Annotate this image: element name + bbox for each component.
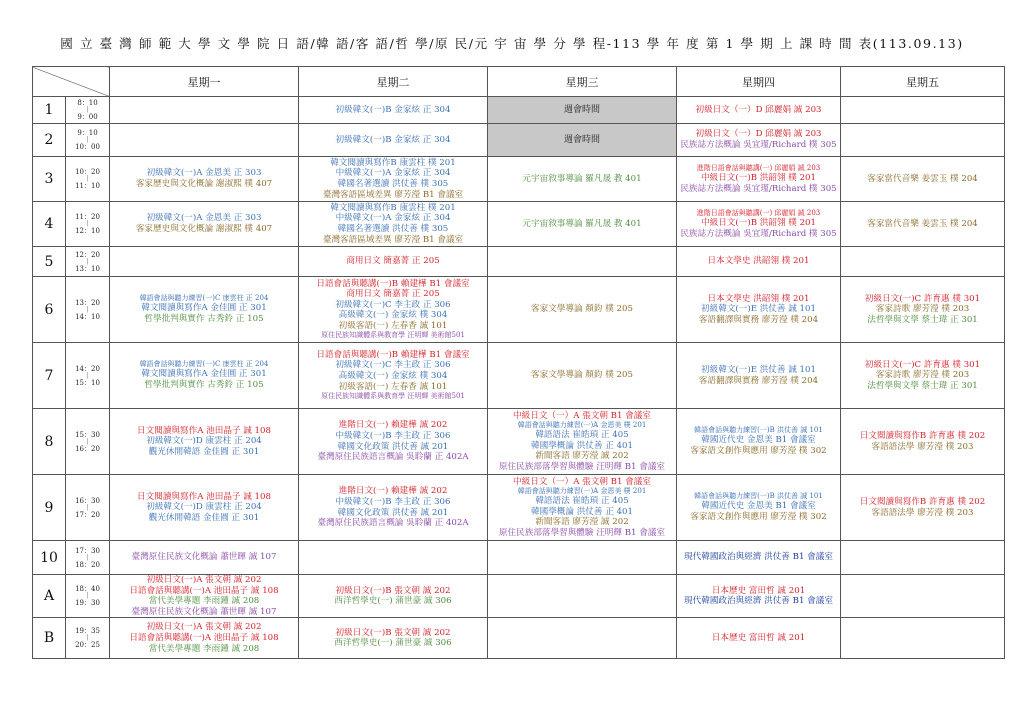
course-cell bbox=[299, 247, 488, 277]
start-time: 13：20 bbox=[75, 298, 100, 307]
course-cell bbox=[488, 97, 677, 124]
course-entry: 客家語文創作與應用 廖芳瀅 樸 302 bbox=[690, 512, 827, 522]
course-cell bbox=[110, 157, 299, 202]
course-entry: 現代韓國政治與經濟 洪仗善 B1 會議室 bbox=[684, 552, 833, 563]
period-row bbox=[33, 202, 1005, 247]
course-cell bbox=[488, 124, 677, 157]
day-header: 星期五 bbox=[841, 67, 1005, 97]
course-entry: 韓國文化政策 洪仗善 誠 201 bbox=[337, 441, 449, 452]
course-cell bbox=[299, 97, 488, 124]
course-entry: 當代美學專題 李雨鍾 誠 208 bbox=[148, 643, 260, 654]
period-time bbox=[66, 475, 110, 541]
course-entry: 日語會話與聽講(一)B 賴建樺 B1 會議室 bbox=[316, 278, 470, 289]
course-entry: 元宇宙敘事導論 羅凡晟 教 401 bbox=[522, 218, 642, 229]
course-entry: 進階日文(一) 賴建樺 誠 202 bbox=[338, 420, 448, 431]
end-time: 18：20 bbox=[75, 560, 100, 569]
course-entry: 客語語法學 廖芳瀅 樸 203 bbox=[871, 441, 974, 452]
period-row bbox=[33, 277, 1005, 343]
period-time bbox=[66, 124, 110, 157]
period-time bbox=[66, 575, 110, 618]
course-entry: 初級韓文(一)E 洪仗善 誠 101 bbox=[701, 364, 816, 375]
course-entry: 日語會話與聽講(一)A 池田晶子 誠 108 bbox=[129, 633, 279, 644]
time-separator: | bbox=[86, 257, 89, 265]
course-entry: 臺灣原住民族文化概論 蕭世暉 誠 107 bbox=[131, 552, 277, 563]
course-entry: 臺灣原住民族語言概論 吳聆蘭 正 402A bbox=[317, 518, 469, 529]
course-entry: 觀光休閒韓語 金佳圓 正 301 bbox=[148, 446, 260, 457]
course-entry: 日文閱讀與寫作A 池田晶子 誠 108 bbox=[137, 425, 271, 436]
start-time: 11：20 bbox=[75, 213, 100, 221]
course-cell bbox=[299, 343, 488, 409]
course-cell bbox=[299, 541, 488, 575]
course-cell bbox=[841, 575, 1005, 618]
period-number: 5 bbox=[33, 247, 66, 277]
course-entry: 客家歷史與文化概論 謝淑熙 樸 407 bbox=[135, 224, 273, 234]
corner-cell bbox=[33, 67, 110, 97]
course-entry: 當代美學專題 李雨鍾 誠 208 bbox=[148, 596, 260, 607]
course-entry: 臺灣客語區域差異 廖芳瀅 B1 會議室 bbox=[322, 189, 464, 200]
course-cell bbox=[299, 475, 488, 541]
course-cell bbox=[110, 97, 299, 124]
course-entry: 初級韓文(一)E 洪仗善 誠 101 bbox=[701, 304, 816, 315]
time-separator: | bbox=[86, 437, 89, 445]
end-time: 20：25 bbox=[75, 641, 100, 650]
course-entry: 客語語法學 廖芳瀅 樸 203 bbox=[871, 507, 974, 518]
course-cell bbox=[110, 124, 299, 157]
course-cell bbox=[677, 409, 841, 475]
course-cell bbox=[677, 97, 841, 124]
start-time: 17：30 bbox=[75, 546, 100, 555]
end-time: 11：10 bbox=[75, 182, 100, 190]
course-entry: 韓國文化政策 洪仗善 誠 201 bbox=[337, 507, 449, 518]
course-entry: 元宇宙敘事導論 羅凡晟 教 401 bbox=[522, 173, 642, 184]
course-entry: 韓國近代史 金恩美 B1 會議室 bbox=[701, 501, 816, 512]
course-entry: 韓國名著選讀 洪仗善 樸 305 bbox=[337, 179, 449, 189]
course-entry: 原住民族知識體系與教育學 汪明輝 美術館501 bbox=[321, 392, 465, 401]
start-time: 14：20 bbox=[75, 364, 100, 373]
course-entry: 韓國名著選讀 洪仗善 樸 305 bbox=[337, 224, 449, 234]
course-cell bbox=[841, 202, 1005, 247]
period-row bbox=[33, 97, 1005, 124]
course-cell bbox=[677, 541, 841, 575]
period-number: 1 bbox=[33, 97, 66, 124]
course-entry: 觀光休閒韓語 金佳圓 正 301 bbox=[148, 512, 260, 523]
period-time bbox=[66, 409, 110, 475]
course-entry: 客家當代音樂 姜雲玉 樸 204 bbox=[867, 173, 978, 184]
course-entry: 日本歷史 富田哲 誠 201 bbox=[711, 585, 806, 596]
course-entry: 週會時間 bbox=[563, 104, 600, 115]
course-entry: 臺灣原住民族語言概論 吳聆蘭 正 402A bbox=[317, 452, 469, 463]
course-entry: 初級日文(一)B 張文朝 誠 202 bbox=[335, 585, 451, 596]
time-separator: | bbox=[86, 503, 89, 511]
course-entry: 進階日語會話與聽講(一) 邱麗娟 誠 203 bbox=[696, 163, 821, 172]
course-entry: 日本歷史 富田哲 誠 201 bbox=[711, 633, 806, 644]
course-cell bbox=[110, 277, 299, 343]
course-cell bbox=[110, 541, 299, 575]
period-row bbox=[33, 124, 1005, 157]
course-entry: 中級韓文(一)B 李主政 正 306 bbox=[335, 496, 451, 507]
course-cell bbox=[299, 202, 488, 247]
course-entry: 西洋哲學史(一) 蒲世豪 誠 306 bbox=[334, 596, 452, 607]
course-cell bbox=[110, 202, 299, 247]
course-entry: 中級韓文(一)B 李主政 正 306 bbox=[335, 430, 451, 441]
period-number: 3 bbox=[33, 157, 66, 202]
period-time bbox=[66, 157, 110, 202]
course-entry: 韓文閱讀與寫作A 金佳圓 正 301 bbox=[141, 369, 267, 380]
period-row bbox=[33, 157, 1005, 202]
course-cell bbox=[841, 343, 1005, 409]
course-entry: 週會時間 bbox=[563, 134, 600, 145]
course-entry: 哲學批判與實作 古秀鈴 正 105 bbox=[144, 314, 264, 324]
period-time bbox=[66, 618, 110, 659]
end-time: 15：10 bbox=[75, 378, 100, 387]
period-row bbox=[33, 343, 1005, 409]
end-time: 12：10 bbox=[75, 227, 100, 235]
course-cell bbox=[677, 247, 841, 277]
course-cell bbox=[841, 247, 1005, 277]
course-cell bbox=[110, 575, 299, 618]
course-entry: 韓國學概論 洪仗善 正 401 bbox=[531, 506, 633, 517]
period-row bbox=[33, 618, 1005, 659]
course-entry: 客家語文創作與應用 廖芳瀅 樸 302 bbox=[690, 446, 827, 456]
course-entry: 商用日文 簡嘉菁 正 205 bbox=[346, 289, 440, 300]
course-entry: 哲學批判與實作 古秀鈴 正 105 bbox=[144, 380, 264, 390]
time-separator: | bbox=[86, 136, 89, 143]
course-cell bbox=[299, 409, 488, 475]
course-cell bbox=[299, 618, 488, 659]
course-cell bbox=[488, 277, 677, 343]
time-separator: | bbox=[86, 371, 89, 379]
course-cell bbox=[110, 475, 299, 541]
course-entry: 韓國近代史 金恩美 B1 會議室 bbox=[701, 435, 816, 446]
course-entry: 初級日文(一)B 張文朝 誠 202 bbox=[335, 627, 451, 638]
course-entry: 初級韓文(一)D 康雲柱 正 204 bbox=[146, 436, 262, 447]
course-entry: 中級韓文(一)A 金家炫 正 304 bbox=[335, 213, 451, 224]
course-cell bbox=[488, 157, 677, 202]
course-entry: 初級韓文(一)B 金家炫 正 304 bbox=[335, 104, 451, 115]
course-entry: 韓國學概論 洪仗善 正 401 bbox=[531, 440, 633, 451]
period-row bbox=[33, 575, 1005, 618]
course-cell bbox=[488, 202, 677, 247]
course-entry: 新聞客語 廖芳瀅 誠 202 bbox=[535, 451, 629, 462]
course-cell bbox=[841, 541, 1005, 575]
course-entry: 中級日文（一）A 張文朝 B1 會議室 bbox=[513, 410, 651, 421]
course-cell bbox=[488, 475, 677, 541]
course-entry: 現代韓國政治與經濟 洪仗善 B1 會議室 bbox=[684, 596, 833, 607]
start-time: 16：30 bbox=[75, 496, 100, 505]
course-entry: 韓語會話與聽力練習(一)C 康雲柱 正 204 bbox=[139, 294, 269, 303]
course-entry: 日語會話與聽講(一)A 池田晶子 誠 108 bbox=[129, 585, 279, 596]
course-entry: 初級日文（一）D 邱麗娟 誠 203 bbox=[695, 129, 822, 140]
course-entry: 韓語會話與聽力練習(一)A 金恩美 樸 201 bbox=[517, 487, 647, 496]
course-cell bbox=[841, 618, 1005, 659]
course-entry: 日本文學史 洪韶翎 樸 201 bbox=[707, 293, 810, 304]
period-row bbox=[33, 247, 1005, 277]
start-time: 10：20 bbox=[75, 168, 100, 176]
end-time: 9：00 bbox=[77, 113, 98, 121]
period-row bbox=[33, 475, 1005, 541]
time-separator: | bbox=[86, 175, 89, 182]
course-cell bbox=[841, 277, 1005, 343]
period-number: 8 bbox=[33, 409, 66, 475]
start-time: 18：40 bbox=[75, 585, 100, 594]
course-entry: 韓文閱讀與寫作B 康雲柱 樸 201 bbox=[330, 202, 456, 213]
course-entry: 初級韓文(一)B 金家炫 正 304 bbox=[335, 134, 451, 145]
course-entry: 客家詩歌 廖芳瀅 樸 203 bbox=[875, 370, 970, 381]
start-time: 8：10 bbox=[77, 99, 98, 107]
course-entry: 客家詩歌 廖芳瀅 樸 203 bbox=[875, 304, 970, 315]
course-entry: 客家文學導論 顏鈞 樸 205 bbox=[531, 304, 633, 315]
course-entry: 客語翻譯與實務 廖芳瀅 樸 204 bbox=[698, 375, 819, 386]
period-time bbox=[66, 343, 110, 409]
course-cell bbox=[488, 541, 677, 575]
start-time: 9：10 bbox=[77, 129, 98, 137]
course-entry: 法哲學與文學 蔡士瑋 正 301 bbox=[867, 380, 978, 391]
end-time: 16：20 bbox=[75, 444, 100, 453]
header-row bbox=[33, 67, 1005, 97]
course-entry: 客家歷史與文化概論 謝淑熙 樸 407 bbox=[135, 179, 273, 189]
course-entry: 臺灣原住民族文化概論 蕭世暉 誠 107 bbox=[131, 606, 277, 617]
period-number: 6 bbox=[33, 277, 66, 343]
period-number: 7 bbox=[33, 343, 66, 409]
course-entry: 原住民族部落學習與體驗 汪明輝 B1 會議室 bbox=[498, 461, 666, 472]
course-cell bbox=[677, 575, 841, 618]
course-entry: 初級客語(一) 左春香 誠 101 bbox=[338, 320, 448, 331]
course-entry: 初級日文(一)C 許育惠 樸 301 bbox=[864, 293, 981, 304]
course-cell bbox=[488, 409, 677, 475]
course-entry: 日文閱讀與寫作B 許育惠 樸 202 bbox=[859, 496, 986, 507]
end-time: 10：00 bbox=[75, 143, 100, 151]
course-cell bbox=[299, 575, 488, 618]
course-cell bbox=[488, 618, 677, 659]
course-cell bbox=[488, 247, 677, 277]
course-entry: 商用日文 簡嘉菁 正 205 bbox=[346, 256, 440, 267]
course-entry: 初級日文（一）D 邱麗娟 誠 203 bbox=[695, 104, 822, 115]
course-entry: 初級韓文(一)A 金恩美 正 303 bbox=[146, 213, 262, 224]
day-header: 星期一 bbox=[110, 67, 299, 97]
course-cell bbox=[841, 157, 1005, 202]
time-separator: | bbox=[86, 592, 89, 600]
schedule-title: 國 立 臺 灣 師 範 大 學 文 學 院 日 語/韓 語/客 語/哲 學/原 民/元 宇 宙 學 分 學 程-113 學 年 度 第 1 學 期 上 課 時 間 表(113.09.13) bbox=[60, 36, 964, 51]
day-header: 星期四 bbox=[677, 67, 841, 97]
period-time bbox=[66, 247, 110, 277]
course-entry: 日文閱讀與寫作A 池田晶子 誠 108 bbox=[137, 491, 271, 502]
start-time: 12：20 bbox=[75, 250, 100, 259]
course-entry: 民族誌方法概論 吳宜瑾/Richard 樸 305 bbox=[680, 228, 837, 239]
course-cell bbox=[677, 124, 841, 157]
period-time bbox=[66, 202, 110, 247]
course-entry: 初級日文(一)A 張文朝 誠 202 bbox=[146, 575, 262, 585]
period-number: 2 bbox=[33, 124, 66, 157]
course-cell bbox=[677, 277, 841, 343]
course-cell bbox=[488, 575, 677, 618]
course-cell bbox=[299, 124, 488, 157]
end-time: 13：10 bbox=[75, 264, 100, 273]
course-entry: 日本文學史 洪韶翎 樸 201 bbox=[707, 256, 810, 267]
course-entry: 韓語語法 崔皓頊 正 405 bbox=[535, 430, 629, 441]
course-entry: 原住民族部落學習與體驗 汪明輝 B1 會議室 bbox=[498, 527, 666, 538]
end-time: 14：10 bbox=[75, 312, 100, 321]
course-entry: 初級韓文(一)C 李主政 正 306 bbox=[335, 299, 451, 310]
course-entry: 日文閱讀與寫作B 許育惠 樸 202 bbox=[859, 430, 986, 441]
course-entry: 初級韓文(一)C 李主政 正 306 bbox=[335, 360, 451, 371]
start-time: 15：30 bbox=[75, 430, 100, 439]
course-cell bbox=[841, 475, 1005, 541]
course-entry: 客家當代音樂 姜雲玉 樸 204 bbox=[867, 218, 978, 229]
course-cell bbox=[488, 343, 677, 409]
course-entry: 韓語會話與聽力練習(一)B 洪仗善 誠 101 bbox=[694, 426, 823, 435]
day-header: 星期二 bbox=[299, 67, 488, 97]
timetable bbox=[32, 66, 1005, 659]
timetable-body bbox=[33, 97, 1005, 659]
course-entry: 中級日文（一）A 張文朝 B1 會議室 bbox=[513, 476, 651, 487]
course-entry: 中級日文(一)B 洪韶翎 樸 201 bbox=[701, 172, 816, 183]
course-cell bbox=[677, 157, 841, 202]
course-cell bbox=[110, 343, 299, 409]
time-separator: | bbox=[86, 634, 89, 642]
course-entry: 高級韓文(一) 金家炫 樸 304 bbox=[338, 310, 448, 321]
course-cell bbox=[841, 409, 1005, 475]
course-entry: 進階日文(一) 賴建樺 誠 202 bbox=[338, 486, 448, 497]
course-entry: 初級客語(一) 左春香 誠 101 bbox=[338, 381, 448, 392]
period-number: 9 bbox=[33, 475, 66, 541]
course-cell bbox=[110, 247, 299, 277]
course-cell bbox=[299, 277, 488, 343]
course-cell bbox=[677, 475, 841, 541]
period-row bbox=[33, 409, 1005, 475]
course-cell bbox=[841, 97, 1005, 124]
start-time: 19：35 bbox=[75, 627, 100, 636]
day-header: 星期三 bbox=[488, 67, 677, 97]
course-entry: 韓文閱讀與寫作B 康雲柱 樸 201 bbox=[330, 157, 456, 168]
period-time bbox=[66, 541, 110, 575]
course-entry: 原住民族知識體系與教育學 汪明輝 美術館501 bbox=[321, 331, 465, 340]
course-cell bbox=[110, 618, 299, 659]
end-time: 19：30 bbox=[75, 599, 100, 608]
period-number: 10 bbox=[33, 541, 66, 575]
course-entry: 高級韓文(一) 金家炫 樸 304 bbox=[338, 371, 448, 381]
course-cell bbox=[299, 157, 488, 202]
time-separator: | bbox=[86, 305, 89, 313]
time-separator: | bbox=[86, 220, 89, 227]
course-cell bbox=[677, 202, 841, 247]
time-separator: | bbox=[86, 553, 89, 561]
course-cell bbox=[841, 124, 1005, 157]
period-row bbox=[33, 541, 1005, 575]
course-entry: 進階日語會話與聽講(一) 邱麗娟 誠 203 bbox=[696, 208, 821, 217]
course-entry: 韓語會話與聽力練習(一)C 康雲柱 正 204 bbox=[139, 360, 269, 369]
course-entry: 民族誌方法概論 吳宜瑾/Richard 樸 305 bbox=[680, 140, 837, 150]
period-time bbox=[66, 97, 110, 124]
period-time bbox=[66, 277, 110, 343]
course-entry: 初級韓文(一)A 金恩美 正 303 bbox=[146, 168, 262, 179]
course-entry: 韓語會話與聽力練習(一)A 金恩美 樸 201 bbox=[517, 421, 647, 430]
time-separator: | bbox=[86, 106, 89, 113]
course-entry: 初級韓文(一)D 康雲柱 正 204 bbox=[146, 502, 262, 513]
course-entry: 客家文學導論 顏鈞 樸 205 bbox=[531, 370, 633, 381]
course-entry: 韓語語法 崔皓頊 正 405 bbox=[535, 496, 629, 507]
period-number: 4 bbox=[33, 202, 66, 247]
period-number: B bbox=[33, 618, 66, 659]
course-cell bbox=[110, 409, 299, 475]
course-entry: 韓文閱讀與寫作A 金佳圓 正 301 bbox=[141, 303, 267, 314]
course-entry: 中級日文(一)B 洪韶翎 樸 201 bbox=[701, 217, 816, 228]
end-time: 17：20 bbox=[75, 510, 100, 519]
course-entry: 新聞客語 廖芳瀅 誠 202 bbox=[535, 517, 629, 528]
course-entry: 民族誌方法概論 吳宜瑾/Richard 樸 305 bbox=[680, 183, 837, 194]
course-entry: 客語翻譯與實務 廖芳瀅 樸 204 bbox=[698, 314, 819, 325]
course-entry: 臺灣客語區域差異 廖芳瀅 B1 會議室 bbox=[322, 234, 464, 245]
course-entry: 初級日文(一)C 許育惠 樸 301 bbox=[864, 359, 981, 370]
course-cell bbox=[677, 618, 841, 659]
course-entry: 西洋哲學史(一) 蒲世豪 誠 306 bbox=[334, 638, 452, 649]
course-entry: 日語會話與聽講(一)B 賴建樺 B1 會議室 bbox=[316, 349, 470, 360]
course-entry: 法哲學與文學 蔡士瑋 正 301 bbox=[867, 314, 978, 325]
course-cell bbox=[677, 343, 841, 409]
period-number: A bbox=[33, 575, 66, 618]
course-entry: 中級韓文(一)A 金家炫 正 304 bbox=[335, 168, 451, 179]
course-entry: 韓語會話與聽力練習(一)B 洪仗善 誠 101 bbox=[694, 492, 823, 501]
course-entry: 初級日文(一)A 張文朝 誠 202 bbox=[146, 622, 262, 633]
